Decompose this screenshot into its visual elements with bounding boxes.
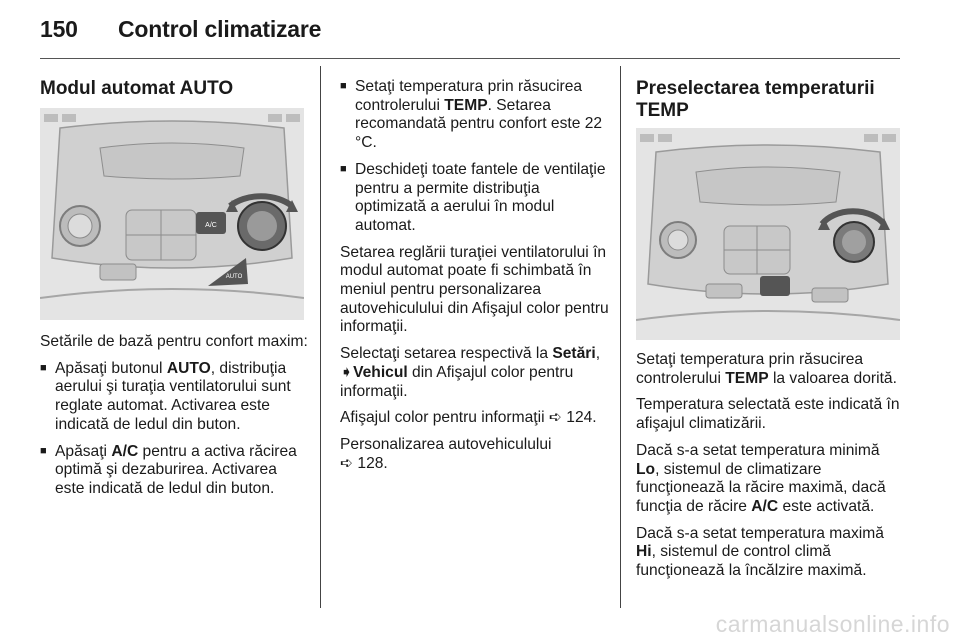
climate-panel-drawing [40, 108, 304, 320]
ac-button-label: A/C [205, 222, 217, 229]
intro-text: Setările de bază pentru confort maxim: [40, 333, 308, 350]
bullet-auto-post: , distribuţia aerului şi turaţia ventilatorului sunt reglate automat. Activarea este indicată de ledul din buton. [55, 359, 291, 433]
watermark: carmanualsonline.info [715, 611, 950, 637]
column-2 [340, 78, 612, 481]
section-title-auto-mode: Modul automat AUTO [40, 78, 234, 99]
bullet-vents: ■ Deschideţi toate fantele de ventilaţie pentru a permite distribuţia optimizată a aerului în modul automat. [340, 161, 612, 236]
personalization-page: ➪ 128. [340, 454, 388, 472]
page-number: 150 [40, 16, 78, 42]
temp-min-mid: , sistemul de climatizare funcţionează la răcire maximă, dacă funcţia de răcire [636, 460, 886, 515]
temp-min-post: este activată. [778, 497, 875, 515]
auto-mode-illustration [40, 108, 304, 320]
column-1-text [40, 333, 308, 507]
temp-illustration [636, 128, 900, 340]
settings-pre: Selectaţi setarea respectivă la [340, 345, 553, 363]
info-display-reference[interactable]: Afişajul color pentru informaţii ➪ 124. [340, 409, 597, 427]
personalization-reference[interactable] [340, 436, 612, 473]
section-title-temp [636, 78, 904, 122]
section-title-temp-line1: Preselectarea temperaturii [636, 78, 875, 99]
key-temp-2: TEMP [725, 369, 769, 387]
key-hi: Hi [636, 543, 652, 561]
temp-max-text [636, 525, 906, 581]
temp-min-pre: Dacă s-a setat temperatura minimă [636, 441, 880, 459]
key-lo: Lo [636, 460, 656, 478]
temp-max-post: , sistemul de control climă funcţionează la încălzire maximă. [636, 543, 867, 580]
settings-post: din Afişajul color pentru informaţii. [340, 363, 574, 400]
key-ac-2: A/C [751, 497, 779, 515]
personalization-label: Personalizarea autovehiculului [340, 435, 552, 453]
key-setari: Setări [552, 345, 596, 363]
key-vehicul: Vehicul [353, 363, 408, 381]
bullet-auto [40, 360, 308, 435]
temp-set-post: la valoarea dorită. [768, 369, 897, 387]
bullet-temp-pre: Setaţi temperatura prin răsucirea controlerului [355, 78, 583, 114]
key-ac: A/C [111, 442, 139, 460]
column-3-text [636, 351, 906, 589]
settings-path-text [340, 345, 612, 401]
temp-max-pre: Dacă s-a setat temperatura maximă [636, 524, 884, 542]
key-temp: TEMP [444, 96, 488, 114]
bullet-ac [40, 443, 308, 499]
fan-speed-text: Setarea reglării turaţiei ventilatorului în modul automat poate fi schimbată în meniul pentru personalizarea autovehiculului din Afişajul color pentru informaţii. [340, 243, 609, 336]
chapter-title: Control climatizare [118, 16, 322, 42]
bullet-ac-post: pentru a activa răcirea optimă şi dezaburirea. Activarea este indicată de ledul din buton. [55, 442, 297, 497]
bullet-temp [340, 78, 612, 153]
section-title-temp-line2: TEMP [636, 100, 689, 121]
column-divider-2 [620, 66, 621, 608]
column-divider-1 [320, 66, 321, 608]
key-auto: AUTO [166, 359, 211, 377]
column-3 [636, 78, 904, 122]
bullet-auto-pre: Apăsaţi butonul [55, 359, 167, 377]
arrow-icon: ➧ [340, 363, 354, 381]
page-header [40, 16, 321, 43]
temp-min-text [636, 442, 906, 517]
temp-display-text: Temperatura selectată este indicată în afişajul climatizării. [636, 396, 900, 433]
bullet-temp-post: . Setarea recomandată pentru confort este 22 °C. [355, 96, 603, 152]
column-1 [40, 78, 308, 100]
temp-panel-drawing [636, 128, 900, 340]
bullet-ac-pre: Apăsaţi [55, 442, 112, 460]
temp-set-pre: Setaţi temperatura prin răsucirea controlerului [636, 351, 864, 387]
header-rule [40, 58, 900, 59]
temp-set-text [636, 351, 906, 388]
auto-button-label: AUTO [225, 274, 243, 280]
settings-comma: , [595, 345, 601, 363]
